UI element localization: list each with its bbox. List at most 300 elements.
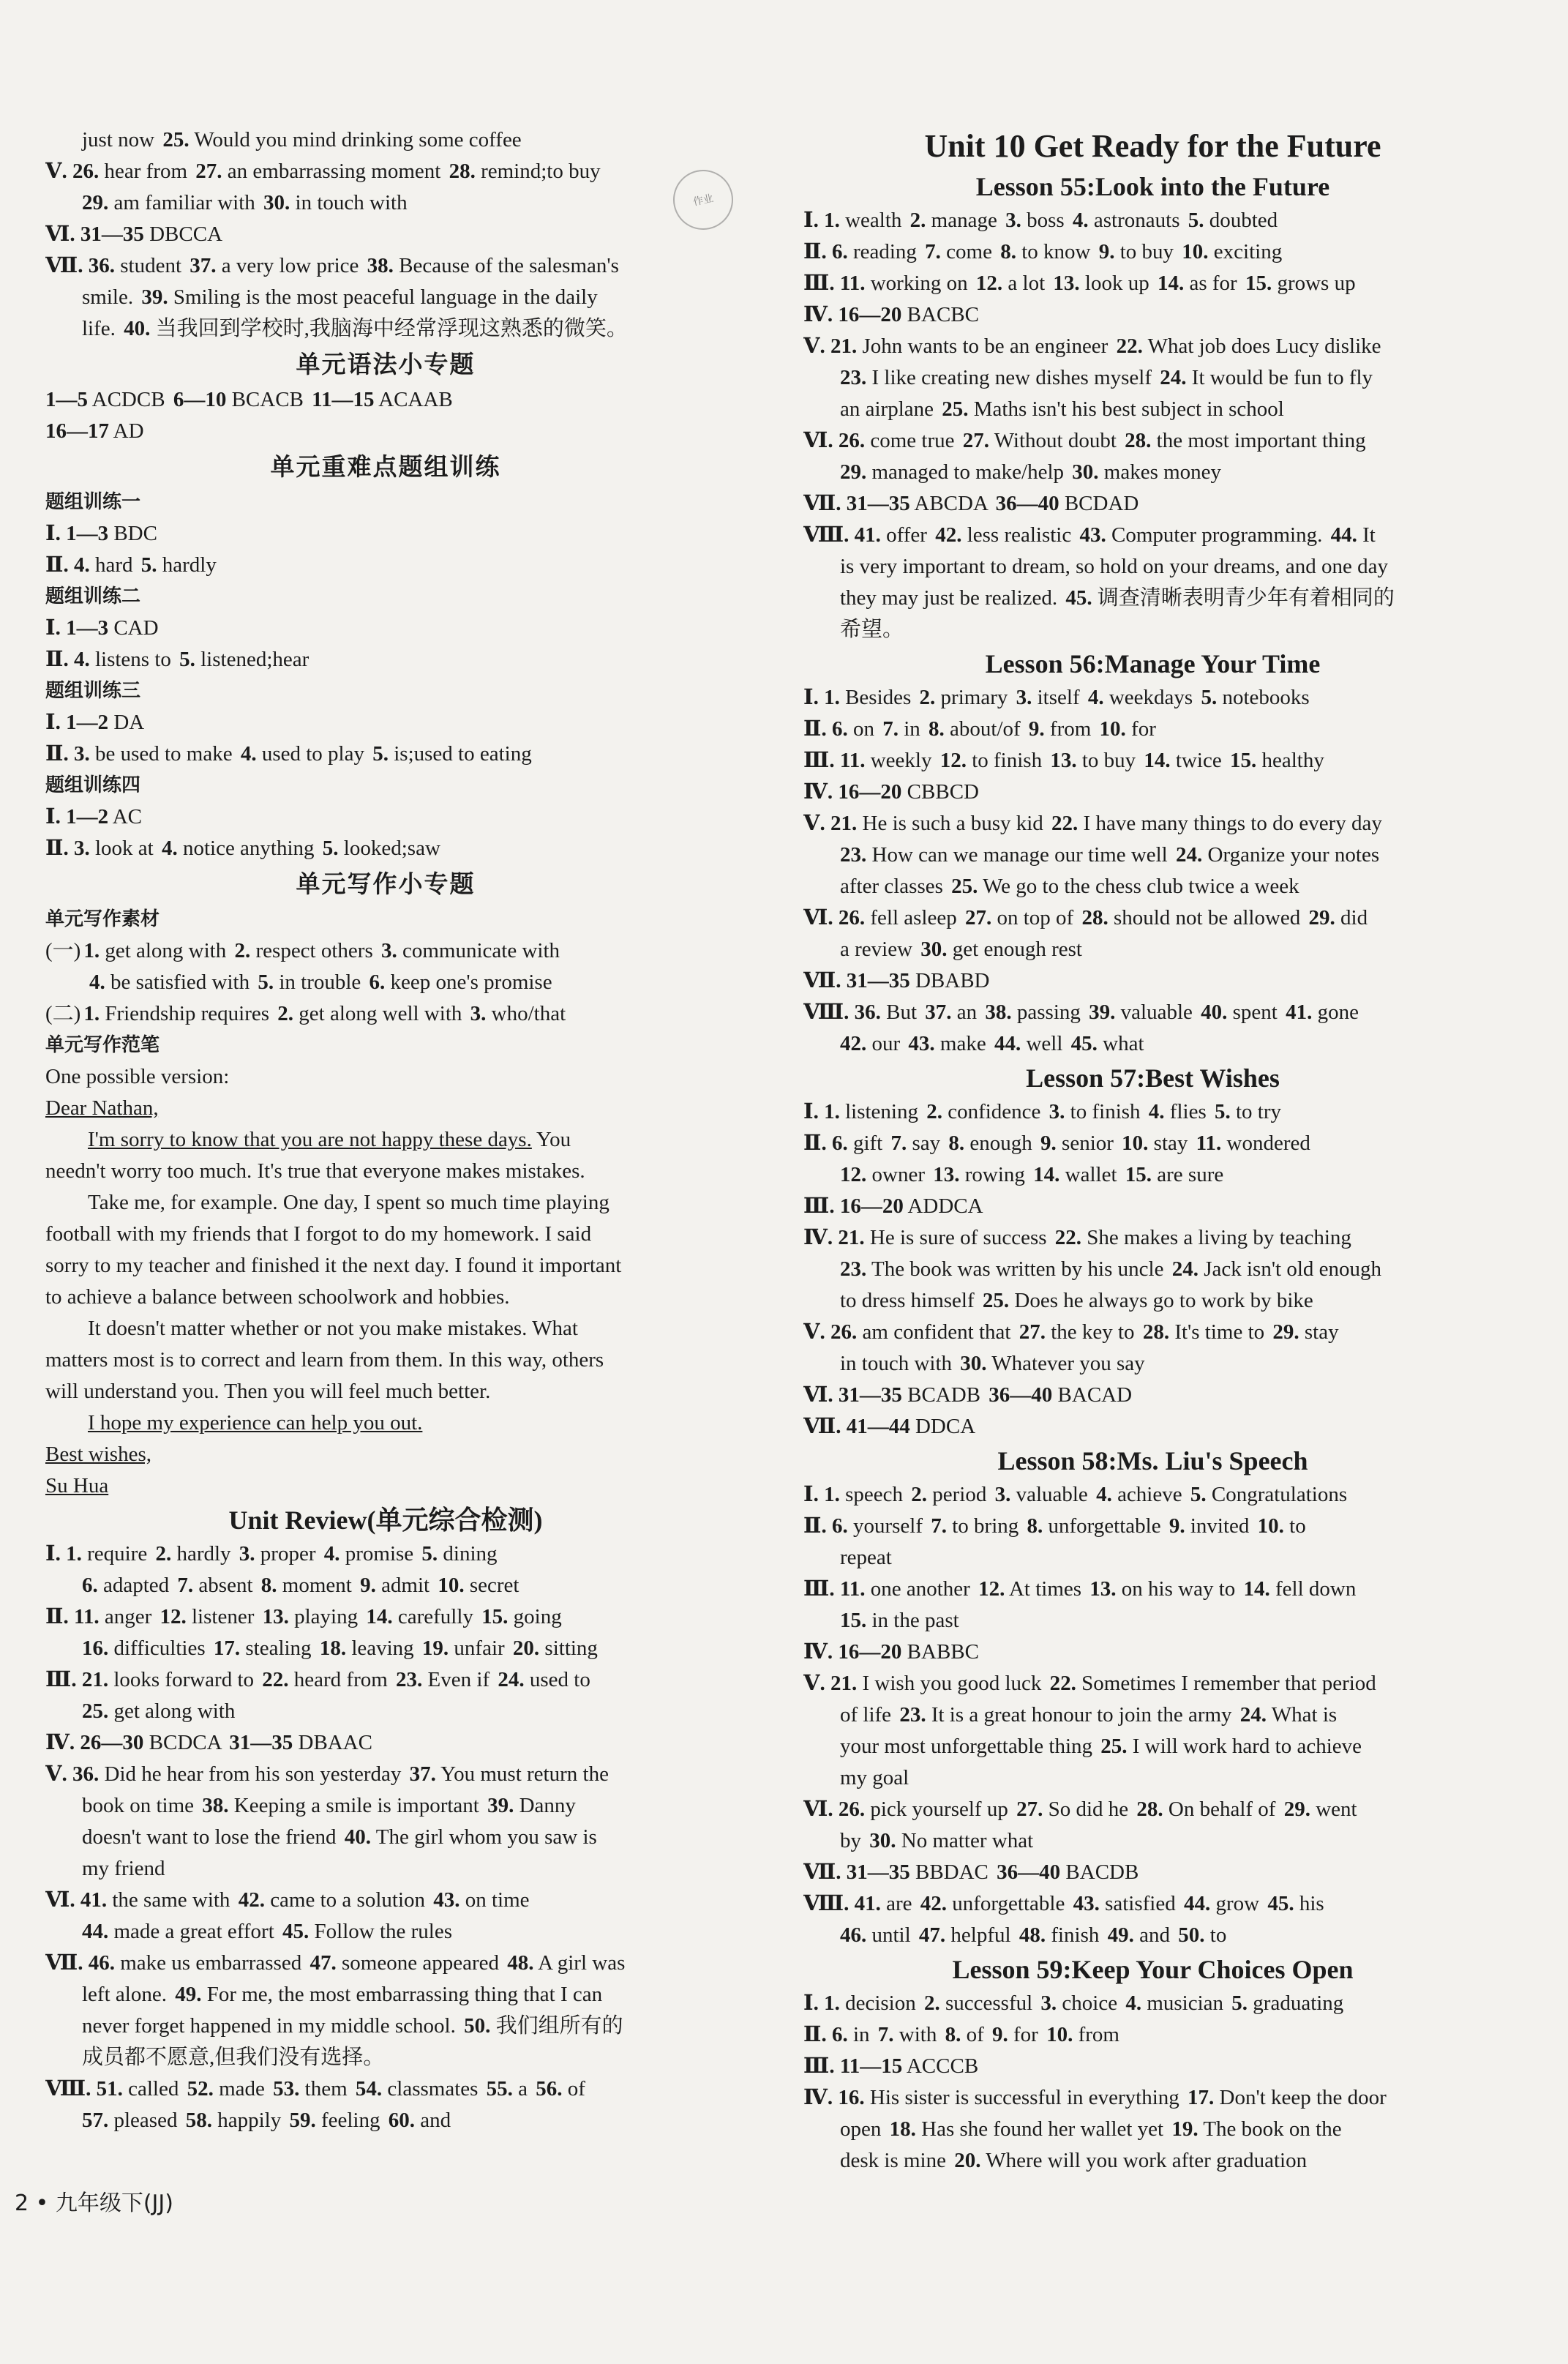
answer-text: dining [438, 1542, 498, 1566]
answer-line [45, 1853, 726, 1885]
question-number: 8. [948, 1131, 965, 1155]
answer-text: 题组训练一 [45, 491, 141, 513]
answer-text: enough [964, 1131, 1038, 1155]
question-number: 27. [195, 160, 222, 183]
answer-text: It is a great honour to join the army [926, 1703, 1237, 1727]
answer-text: Sometimes I remember that period [1076, 1672, 1376, 1695]
answer-line [45, 707, 726, 738]
answer-line [45, 1727, 726, 1759]
answer-line [803, 1479, 1502, 1511]
answer-text: be satisfied with [105, 970, 255, 994]
question-number: Ⅵ. 41. [45, 1888, 108, 1912]
answer-text: happily [211, 2109, 287, 2132]
answer-text: 希望。 [840, 618, 904, 641]
answer-text: stealing [240, 1637, 317, 1660]
answer-line [45, 1822, 726, 1853]
question-number: 25. [982, 1289, 1010, 1312]
answer-line [803, 457, 1502, 488]
answer-line [803, 1888, 1502, 1920]
answer-text: student [114, 254, 187, 277]
answer-line [803, 2114, 1502, 2145]
answer-line [45, 613, 726, 644]
answer-line [803, 1348, 1502, 1380]
answer-text: offer [880, 523, 933, 547]
question-number: 12. [978, 1577, 1005, 1601]
answer-line [45, 2010, 726, 2042]
answer-text: an [951, 1000, 983, 1024]
answer-line [803, 551, 1502, 583]
answer-text: listens to [89, 648, 177, 671]
answer-text: a review [840, 938, 918, 961]
answer-text: What job does Lucy dislike [1142, 334, 1381, 358]
question-number: 7. [177, 1574, 194, 1597]
question-number: 43. [1073, 1892, 1100, 1915]
answer-text: doesn't want to lose the friend [82, 1825, 342, 1849]
answer-line [803, 205, 1502, 236]
answer-text: for [1008, 2023, 1044, 2046]
question-number: 43. [908, 1032, 935, 1055]
answer-line [803, 583, 1502, 614]
answer-line [45, 1790, 726, 1822]
answer-text: of life [840, 1703, 897, 1727]
question-number: 8. [1027, 1514, 1043, 1538]
answer-line [45, 1061, 726, 1093]
answer-text: of [562, 2077, 585, 2101]
answer-text: the most important thing [1151, 429, 1366, 452]
question-number: 22. [1051, 812, 1079, 835]
answer-line [45, 550, 726, 581]
answer-text: But [880, 1000, 923, 1024]
answer-text: did [1335, 906, 1368, 929]
answer-line [803, 488, 1502, 520]
question-number: 29. [840, 460, 867, 484]
answer-text: will understand you. Then you will feel much better. [45, 1380, 491, 1403]
question-number: 15. [1125, 1163, 1152, 1186]
question-number: 29. [1308, 906, 1335, 929]
answer-text: heard from [288, 1668, 394, 1691]
answer-text: a lot [1002, 272, 1051, 295]
answer-text: speech [839, 1483, 909, 1506]
question-number: 5. [421, 1542, 438, 1566]
answer-text: exciting [1208, 240, 1283, 263]
question-number: 27. [962, 429, 989, 452]
answer-text: Where will you work after graduation [980, 2149, 1308, 2172]
answer-text: made [213, 2077, 271, 2101]
question-number: 12. [160, 1605, 187, 1628]
answer-line [803, 2019, 1502, 2051]
question-number: 42. [920, 1892, 948, 1915]
answer-text: 单元写作小专题 [296, 869, 476, 898]
answer-line [45, 1696, 726, 1727]
question-number: Ⅲ. 16—20 [803, 1194, 904, 1218]
answer-line [45, 384, 726, 416]
answer-text: are [880, 1892, 918, 1915]
answer-text: DDCA [909, 1415, 976, 1438]
question-number: 53. [273, 2077, 300, 2101]
answer-text: unfair [449, 1637, 510, 1660]
answer-text: come true [865, 429, 960, 452]
question-number: 3. [470, 1002, 487, 1025]
question-number: Ⅵ. 26. [803, 906, 866, 929]
question-number: 24. [498, 1668, 525, 1691]
answer-text: left alone. [82, 1983, 173, 2006]
question-number: Ⅱ. 6. [803, 1514, 848, 1538]
answer-text: Danny [514, 1794, 576, 1817]
answer-text: 单元写作素材 [45, 908, 160, 930]
answer-text: Does he always go to work by bike [1009, 1289, 1313, 1312]
question-number: 1. [83, 939, 100, 962]
answer-line [803, 394, 1502, 425]
answer-text: DBABD [909, 969, 990, 992]
answer-text: DBAAC [293, 1731, 373, 1754]
answer-text: valuable [1010, 1483, 1094, 1506]
answer-line [45, 1376, 726, 1407]
answer-text: in [847, 2023, 875, 2046]
answer-text: is;used to eating [389, 742, 532, 766]
question-number: 2. [926, 1100, 942, 1123]
answer-text: to [1283, 1514, 1306, 1538]
answer-text: 当我回到学校时,我脑海中经常浮现这熟悉的微笑。 [150, 317, 628, 340]
question-number: 5. [258, 970, 274, 994]
answer-text: Lesson 57:Best Wishes [1026, 1063, 1280, 1093]
answer-text: from [1044, 717, 1097, 741]
answer-text: adapted [97, 1574, 175, 1597]
question-number: 22. [1049, 1672, 1076, 1695]
subsection-heading [45, 904, 726, 935]
answer-line [803, 1920, 1502, 1951]
answer-text: fell asleep [865, 906, 962, 929]
answer-text: get along well with [293, 1002, 468, 1025]
answer-text: Lesson 58:Ms. Liu's Speech [997, 1446, 1308, 1475]
answer-text: Best wishes, [45, 1443, 151, 1466]
answer-text: absent [193, 1574, 258, 1597]
answer-text: until [866, 1923, 916, 1947]
answer-text: and [1133, 1923, 1176, 1947]
answer-text: ACDCB [88, 388, 170, 411]
question-number: 28. [1142, 1320, 1170, 1344]
question-number: 49. [175, 1983, 202, 2006]
answer-text: never forget happened in my middle school. [82, 2014, 462, 2038]
answer-text: make [934, 1032, 991, 1055]
question-number: 25. [942, 397, 969, 421]
answer-text: keep one's promise [385, 970, 552, 994]
subsection-heading [45, 487, 726, 518]
question-number: 25. [162, 128, 190, 152]
answer-text: spent [1227, 1000, 1283, 1024]
answer-text: At times [1005, 1577, 1087, 1601]
answer-text: notice anything [177, 837, 320, 860]
question-number: Ⅱ. 4. [45, 553, 90, 577]
question-number: 14. [366, 1605, 393, 1628]
answer-text: DBCCA [143, 222, 223, 246]
answer-text: unforgettable [1043, 1514, 1166, 1538]
question-number: 16—17 [45, 419, 109, 443]
question-number: 9. [1169, 1514, 1185, 1538]
lesson-title [803, 168, 1502, 205]
answer-text: doubted [1204, 209, 1278, 232]
answer-line [803, 1668, 1502, 1699]
answer-text: Did he hear from his son yesterday [99, 1762, 407, 1786]
answer-text: He is such a busy kid [857, 812, 1049, 835]
answer-text: BACDB [1060, 1860, 1139, 1884]
answer-text: ABCDA [909, 492, 993, 515]
section-heading [45, 864, 726, 904]
question-number: Ⅳ. 16. [803, 2086, 865, 2109]
question-number: 10. [1122, 1131, 1149, 1155]
question-number: 40. [1201, 1000, 1228, 1024]
answer-text: AC [108, 805, 143, 828]
answer-text: period [926, 1483, 992, 1506]
answer-text: primary [935, 686, 1013, 709]
answer-text: difficulties [108, 1637, 211, 1660]
answer-text: respect others [250, 939, 378, 962]
answer-line [803, 1574, 1502, 1605]
question-number: 2. [234, 939, 251, 962]
question-number: 2. [923, 1991, 940, 2015]
answer-text: Keeping a smile is important [228, 1794, 485, 1817]
answer-line [803, 902, 1502, 934]
answer-text: BBDAC [909, 1860, 994, 1884]
question-number: 5. [322, 837, 339, 860]
answer-text: the key to [1045, 1320, 1140, 1344]
answer-text: CBBCD [901, 780, 979, 804]
question-number: 2. [155, 1542, 172, 1566]
answer-line [803, 425, 1502, 457]
answer-text: Computer programming. [1106, 523, 1328, 547]
answer-text: secret [464, 1574, 519, 1597]
answer-line [803, 236, 1502, 268]
question-number: 10. [1182, 240, 1209, 263]
answer-text: On behalf of [1163, 1798, 1281, 1821]
answer-line [45, 1407, 726, 1439]
question-number: 37. [409, 1762, 436, 1786]
question-number: Ⅵ. 26. [803, 1798, 866, 1821]
answer-text: to try [1230, 1100, 1282, 1123]
answer-text: pleased [108, 2109, 183, 2132]
answer-text: I'm sorry to know that you are not happy these days. [88, 1128, 532, 1151]
answer-text: Whatever you say [986, 1352, 1145, 1375]
answer-text: require [81, 1542, 153, 1566]
question-number: 47. [310, 1951, 337, 1975]
answer-text: It would be fun to fly [1186, 366, 1373, 389]
question-number: 6. [82, 1574, 98, 1597]
answer-text: hardly [171, 1542, 236, 1566]
answer-line [803, 965, 1502, 997]
question-number: 8. [929, 717, 945, 741]
answer-text: in touch with [290, 191, 408, 214]
question-number: 49. [1107, 1923, 1134, 1947]
subsection-heading [45, 1030, 726, 1061]
subsection-heading [45, 770, 726, 801]
answer-line [803, 777, 1502, 808]
question-number: 23. [840, 1257, 867, 1281]
answer-text: Smiling is the most peaceful language in the daily [168, 285, 598, 309]
answer-text: are sure [1152, 1163, 1224, 1186]
question-number: 22. [1054, 1226, 1082, 1249]
answer-text: yourself [847, 1514, 929, 1538]
question-number: 36—40 [989, 1383, 1053, 1407]
ink-stamp: 作业 [667, 164, 738, 235]
question-number: 42. [238, 1888, 265, 1912]
answer-line [45, 1601, 726, 1633]
answer-line [803, 2145, 1502, 2177]
question-number: 50. [464, 2014, 491, 2038]
answer-text: repeat [840, 1546, 892, 1569]
question-number: 37. [190, 254, 217, 277]
question-number: 23. [840, 843, 867, 867]
question-number: 30. [920, 938, 948, 961]
answer-text: say [907, 1131, 946, 1155]
question-number: Ⅶ. 31—35 [803, 969, 910, 992]
question-number: Ⅴ. 36. [45, 1762, 100, 1786]
answer-text: one another [865, 1577, 976, 1601]
answer-line [803, 1191, 1502, 1222]
question-number: 27. [964, 906, 992, 929]
question-number: 14. [1033, 1163, 1060, 1186]
question-number: 25. [82, 1699, 109, 1723]
answer-text: Su Hua [45, 1474, 109, 1497]
answer-line [803, 1699, 1502, 1731]
answer-line [45, 1885, 726, 1916]
answer-line [45, 2042, 726, 2073]
question-number: Ⅰ. 1. [803, 1991, 840, 2015]
answer-line [803, 1731, 1502, 1762]
question-number: 38. [367, 254, 394, 277]
question-number: 19. [421, 1637, 449, 1660]
question-number: 5. [1231, 1991, 1248, 2015]
answer-text: come [940, 240, 998, 263]
question-number: 4. [1087, 686, 1104, 709]
answer-text: on time [459, 1888, 530, 1912]
answer-text: makes money [1098, 460, 1222, 484]
question-number: Ⅷ. 41. [803, 523, 881, 547]
answer-line [803, 299, 1502, 331]
question-number: 4. [323, 1542, 340, 1566]
question-number: 8. [1000, 240, 1016, 263]
question-number: Ⅷ. 51. [45, 2077, 123, 2101]
question-number: 30. [263, 191, 290, 214]
question-number: 30. [869, 1829, 896, 1852]
question-number: 1—5 [45, 388, 88, 411]
answer-text: is very important to dream, so hold on your dreams, and one day [840, 555, 1389, 578]
answer-text: gift [847, 1131, 888, 1155]
answer-text: look at [89, 837, 159, 860]
question-number: 28. [449, 160, 476, 183]
question-number: 25. [951, 875, 978, 898]
question-number: Ⅵ. 26. [803, 429, 866, 452]
answer-line [45, 518, 726, 550]
answer-text: looks forward to [108, 1668, 260, 1691]
question-number: 28. [1081, 906, 1109, 929]
page-footer: 2 • 九年级下(JJ) [15, 2191, 173, 2216]
question-number: 29. [82, 191, 109, 214]
answer-text: achieve [1111, 1483, 1188, 1506]
answer-text: listened;hear [195, 648, 310, 671]
question-number: 15. [840, 1609, 867, 1632]
answer-text: after classes [840, 875, 949, 898]
answer-text: John wants to be an engineer [857, 334, 1114, 358]
answer-line [803, 1159, 1502, 1191]
answer-line [803, 1605, 1502, 1637]
right-column [803, 124, 1502, 2177]
answer-text: decision [839, 1991, 921, 2015]
question-number: 43. [1079, 523, 1106, 547]
answer-text: I have many things to do every day [1078, 812, 1382, 835]
answer-text: just now [82, 128, 160, 152]
answer-line [45, 250, 726, 282]
question-number: 7. [931, 1514, 947, 1538]
question-number: 28. [1136, 1798, 1163, 1821]
answer-line [45, 1979, 726, 2010]
answer-text: wealth [839, 209, 907, 232]
answer-text: looked;saw [338, 837, 440, 860]
question-number: 45. [1065, 586, 1092, 610]
answer-text: twice [1170, 749, 1227, 772]
answer-text: Lesson 55:Look into the Future [975, 172, 1330, 201]
question-number: 24. [1176, 843, 1203, 867]
answer-text: The book was written by his uncle [866, 1257, 1169, 1281]
answer-text: grow [1210, 1892, 1265, 1915]
question-number: 23. [396, 1668, 423, 1691]
answer-line [45, 1664, 726, 1696]
question-number: 5. [1214, 1100, 1231, 1123]
unit-title [803, 124, 1502, 168]
question-number: 36—40 [997, 1860, 1061, 1884]
answer-text: and [414, 2109, 451, 2132]
answer-line [803, 1637, 1502, 1668]
answer-line [803, 1762, 1502, 1794]
question-number: 41. [1286, 1000, 1313, 1024]
answer-text: Lesson 59:Keep Your Choices Open [952, 1955, 1354, 1984]
answer-text: What is [1267, 1703, 1338, 1727]
answer-text: open [840, 2117, 887, 2141]
question-number: 57. [82, 2109, 109, 2132]
answer-text: communicate with [397, 939, 560, 962]
answer-text: astronauts [1088, 209, 1185, 232]
question-number: 7. [925, 240, 941, 263]
answer-text: book on time [82, 1794, 200, 1817]
answer-line [803, 808, 1502, 839]
answer-text: working on [865, 272, 973, 295]
answer-text: wondered [1221, 1131, 1310, 1155]
answer-text: my friend [82, 1857, 165, 1880]
question-number: 13. [933, 1163, 960, 1186]
lesson-title [803, 1443, 1502, 1479]
answer-text: The book on the [1198, 2117, 1342, 2141]
answer-text: get enough rest [947, 938, 1082, 961]
answer-text: passing [1011, 1000, 1087, 1024]
answer-text: matters most is to correct and learn from them. In this way, others [45, 1348, 604, 1372]
answer-text: She makes a living by teaching [1081, 1226, 1351, 1249]
question-number: 2. [277, 1002, 294, 1025]
question-number: Ⅷ. 41. [803, 1892, 881, 1915]
question-number: 48. [1019, 1923, 1046, 1947]
answer-text: senior [1056, 1131, 1119, 1155]
answer-text: Maths isn't his best subject in school [968, 397, 1284, 421]
answer-text: I like creating new dishes myself [866, 366, 1158, 389]
question-number: 8. [945, 2023, 961, 2046]
answer-line [45, 1124, 726, 1156]
question-number: 17. [213, 1637, 241, 1660]
answer-text: of [961, 2023, 989, 2046]
answer-text: needn't worry too much. It's true that everyone makes mistakes. [45, 1159, 585, 1183]
section-heading [45, 447, 726, 487]
question-number: 3. [381, 939, 397, 962]
answer-text: sorry to my teacher and finished it the next day. I found it important [45, 1254, 622, 1277]
answer-text: valuable [1115, 1000, 1198, 1024]
answer-text: moment [277, 1574, 358, 1597]
question-number: Ⅴ. 21. [803, 1672, 858, 1695]
